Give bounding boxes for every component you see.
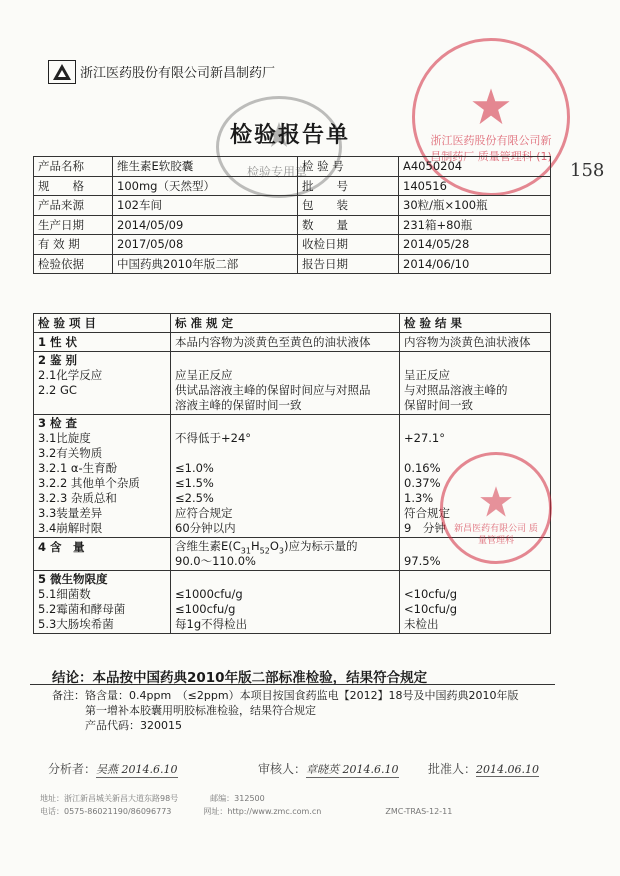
info-label: 生产日期 [34,215,113,235]
test-result: 1.3% [404,491,434,505]
test-standard: 溶液主峰的保留时间一致 [175,398,302,412]
table-row [34,215,551,235]
test-standard: ≤1000cfu/g [175,587,243,601]
test-result: 符合规定 [404,506,450,520]
test-standard: 应呈正反应 [175,368,233,382]
test-item: 3.2.2 其他单个杂质 [38,476,140,490]
test-standard: 应符合规定 [175,506,233,520]
table-header-row [34,314,551,333]
table-row [34,352,551,415]
test-item-group [34,571,171,634]
table-row [34,571,551,634]
section-title: 2 鉴 别 [38,353,78,367]
test-item: 4 含 量 [34,538,171,571]
info-label: 收检日期 [298,235,399,255]
analyst-label: 分析者： [48,762,97,776]
reviewer-signature [258,760,399,778]
test-item: 3.4崩解时限 [38,521,103,535]
test-standard: 90.0～110.0% [175,554,256,568]
table-row [34,235,551,255]
info-value: 2014/05/28 [399,235,551,255]
table-row [34,157,551,177]
test-item: 3.2.3 杂质总和 [38,491,117,505]
results-stamp-text: 新昌医药有限公司 质量管理科 [454,524,538,546]
info-value: 2017/05/08 [113,235,298,255]
info-label: 批 号 [298,176,399,196]
info-value: 140516 [399,176,551,196]
test-standard-group [171,571,400,634]
test-result: 0.37% [404,476,441,490]
test-result: <10cfu/g [404,602,458,616]
remark-line: 第一增补本胶囊用明胶标准检验，结果符合规定 [52,704,316,717]
info-value: 100mg（天然型） [113,176,298,196]
star-icon [479,485,513,519]
info-label: 检 验 号 [298,157,399,177]
footer-address: 地址：浙江新昌城关新昌大道东路98号 邮编：312500 [40,794,265,803]
info-label: 包 装 [298,196,399,216]
test-result: 保留时间一致 [404,398,473,412]
footer [40,792,560,818]
info-label: 有 效 期 [34,235,113,255]
table-row [34,196,551,216]
test-result: 9 分钟 [404,521,446,535]
test-standard: ≤1.0% [175,461,214,475]
product-code: 产品代码：320015 [52,719,182,732]
test-result: 呈正反应 [404,368,450,382]
quality-stamp-text: 浙江医药股份有限公司新昌制药厂 质量管理科 (1) [430,134,552,163]
test-item: 2.1化学反应 [38,368,103,382]
remark-line: 备注：铬含量：0.4ppm （≤2ppm）本项目按国食药监电【2012】18号及中国药典2010年版 [52,689,519,702]
triangle-logo-icon [49,61,75,83]
test-standard: ≤2.5% [175,491,214,505]
table-row [34,176,551,196]
test-standard: 每1g不得检出 [175,617,248,631]
column-header: 检 验 项 目 [34,314,171,333]
info-value: 维生素E软胶囊 [113,157,298,177]
approver-label: 批准人： [428,762,477,776]
info-label: 检验依据 [34,254,113,274]
company-logo [48,60,76,84]
section-title: 5 微生物限度 [38,572,108,586]
column-header: 检 验 结 果 [400,314,551,333]
side-number: 158 [570,160,605,181]
test-item: 2.2 GC [38,383,77,397]
info-value: A4050204 [399,157,551,177]
info-value: 中国药典2010年版二部 [113,254,298,274]
test-result: +27.1° [404,431,445,445]
reviewer-label: 审核人： [258,762,307,776]
product-info-table [33,156,551,274]
info-value: 2014/06/10 [399,254,551,274]
test-item: 5.1细菌数 [38,587,91,601]
results-stamp [440,452,552,564]
title-stamp-text: 检验专用章 [247,165,308,179]
test-result: 内容物为淡黄色油状液体 [400,333,551,352]
test-standard-group [171,352,400,415]
test-standard: 60分钟以内 [175,521,236,535]
page-title: 检验报告单 [230,123,351,148]
test-result: <10cfu/g [404,587,458,601]
test-result: 与对照品溶液主峰的 [404,383,508,397]
test-item: 3.2.1 α-生育酚 [38,461,118,475]
info-value: 2014/05/09 [113,215,298,235]
info-label: 产品名称 [34,157,113,177]
info-label: 产品来源 [34,196,113,216]
info-value: 231箱+80瓶 [399,215,551,235]
test-item-group [34,352,171,415]
column-header: 标 准 规 定 [171,314,400,333]
analyst-sign: 吴燕 2014.6.10 [96,763,178,776]
test-item: 3.2有关物质 [38,446,103,460]
footer-contact: 电话：0575-86021190/86096773 网址：http://www.zmc.com.cn ZMC-TRAS-12-11 [40,807,453,816]
conclusion-text: 结论：本品按中国药典2010年版二部标准检验，结果符合规定 [52,670,428,686]
star-icon [471,87,511,127]
remarks [52,688,519,733]
test-standard-group [171,538,400,571]
test-result: 0.16% [404,461,441,475]
info-label: 数 量 [298,215,399,235]
test-standard: 本品内容物为淡黄色至黄色的油状液体 [171,333,400,352]
test-result: 未检出 [404,617,439,631]
section-title: 3 检 查 [38,416,78,430]
table-row [34,254,551,274]
analyst-signature [48,760,178,778]
test-result-group [400,571,551,634]
company-name: 浙江医药股份有限公司新昌制药厂 [80,66,276,81]
approver-signature [428,760,539,777]
info-label: 规 格 [34,176,113,196]
test-standard-group [171,415,400,538]
divider [30,684,555,685]
test-item: 1 性 状 [34,333,171,352]
test-item: 5.2霉菌和酵母菌 [38,602,126,616]
test-item: 3.3装量差异 [38,506,103,520]
reviewer-sign: 章晓英 2014.6.10 [306,763,399,776]
test-item-group [34,415,171,538]
test-result: 97.5% [404,554,441,568]
test-item: 5.3大肠埃希菌 [38,617,114,631]
info-value: 30粒/瓶×100瓶 [399,196,551,216]
test-standard: 含维生素$E(C_{31}H_{52}O_3)$应为标示量的 [175,539,358,556]
test-standard: ≤1.5% [175,476,214,490]
test-result-group [400,352,551,415]
test-standard: 不得低于+24° [175,431,252,445]
test-item: 3.1比旋度 [38,431,91,445]
info-label: 报告日期 [298,254,399,274]
test-standard: ≤100cfu/g [175,602,236,616]
approver-sign: 2014.06.10 [476,763,539,776]
test-standard: 供试品溶液主峰的保留时间应与对照品 [175,383,371,397]
info-value: 102车间 [113,196,298,216]
table-row [34,333,551,352]
